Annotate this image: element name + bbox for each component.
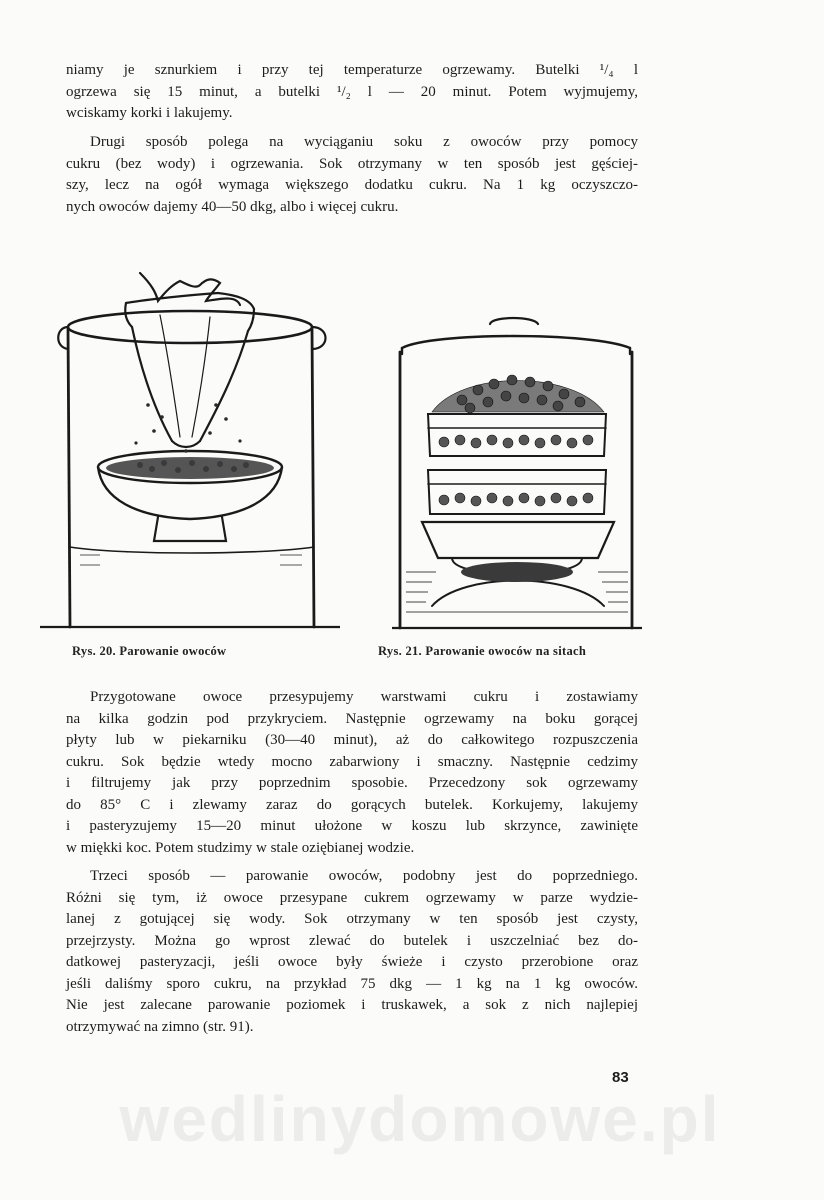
paragraph-preparation xyxy=(66,687,638,859)
text-line: w miękki koc. Potem studzimy w stale oziębianej wodzie. xyxy=(66,839,415,856)
paragraph-continuation xyxy=(66,60,638,125)
pot-with-cloth-bag-icon xyxy=(40,255,340,635)
text-line: cukru. Sok będzie wtedy mocno zabarwiony i smaczny. Następnie cedzimy xyxy=(66,753,638,770)
text-line: Trzeci sposób — parowanie owoców, podobny jest do poprzedniego. xyxy=(90,868,638,884)
page-number: 83 xyxy=(612,1069,629,1086)
watermark: wedlinydomowe.pl xyxy=(119,1083,721,1155)
text-line: Nie jest zalecane parowanie poziomek i truskawek, a sok z nich najlepiej xyxy=(66,997,638,1013)
text-line: otrzymywać na zimno (str. 91). xyxy=(66,1018,254,1035)
text-line: ogrzewa się 15 minut, a butelki ¹/₂ l — 20 minut. Potem wyjmujemy, xyxy=(66,83,638,100)
text-line: szy, lecz na ogół wymaga większego dodatku cukru. Na 1 kg oczyszczo- xyxy=(66,177,638,193)
steamer-with-sieves-icon xyxy=(392,310,642,635)
text-line: Przygotowane owoce przesypujemy warstwami cukru i zostawiamy xyxy=(90,689,638,705)
figure-caption-21: Rys. 21. Parowanie owoców na sitach xyxy=(378,644,587,658)
text-line: lanej z gotującej się wody. Sok otrzymany w ten sposób jest czysty, xyxy=(66,911,638,927)
text-line: na kilka godzin pod przykryciem. Następnie ogrzewamy na boku gorącej xyxy=(66,710,638,727)
text-line: płyty lub w piekarniku (30—40 minut), aż do całkowitego rozpuszczenia xyxy=(66,732,638,748)
text-line: Różni się tym, iż owoce przesypane cukrem ogrzewamy w parze wydzie- xyxy=(66,889,638,906)
text-line: niamy je sznurkiem i przy tej temperaturze ogrzewamy. Butelki ¹/₄ l xyxy=(66,62,638,78)
text-line: do 85° C i zlewamy zaraz do gorących butelek. Korkujemy, lakujemy xyxy=(66,796,638,813)
text-line: jeśli daliśmy sporo cukru, na przykład 75 dkg — 1 kg na 1 kg owoców. xyxy=(66,975,638,992)
figure-caption-20: Rys. 20. Parowanie owoców xyxy=(72,644,227,658)
text-line: wciskamy korki i lakujemy. xyxy=(66,105,233,121)
text-line: przejrzysty. Można go wprost zlewać do butelek i uszczelniać bez do- xyxy=(66,932,638,949)
paragraph-third-method xyxy=(66,866,638,1038)
text-line: nych owoców dajemy 40—50 dkg, albo i więcej cukru. xyxy=(66,198,399,215)
text-line: datkowej pasteryzacji, jeśli owoce były świeże i czysto przerobione oraz xyxy=(66,954,638,970)
text-line: i pasteryzujemy 15—20 minut ułożone w koszu lub skrzynce, zawinięte xyxy=(66,818,638,834)
paragraph-second-method xyxy=(66,132,638,218)
text-line: Drugi sposób polega na wyciąganiu soku z owoców przy pomocy xyxy=(90,134,638,150)
text-line: i filtrujemy jak przy poprzednim sposobie. Przecedzony sok ogrzewamy xyxy=(66,775,638,791)
text-line: cukru (bez wody) i ogrzewania. Sok otrzymany w ten sposób jest gęściej- xyxy=(66,155,638,172)
